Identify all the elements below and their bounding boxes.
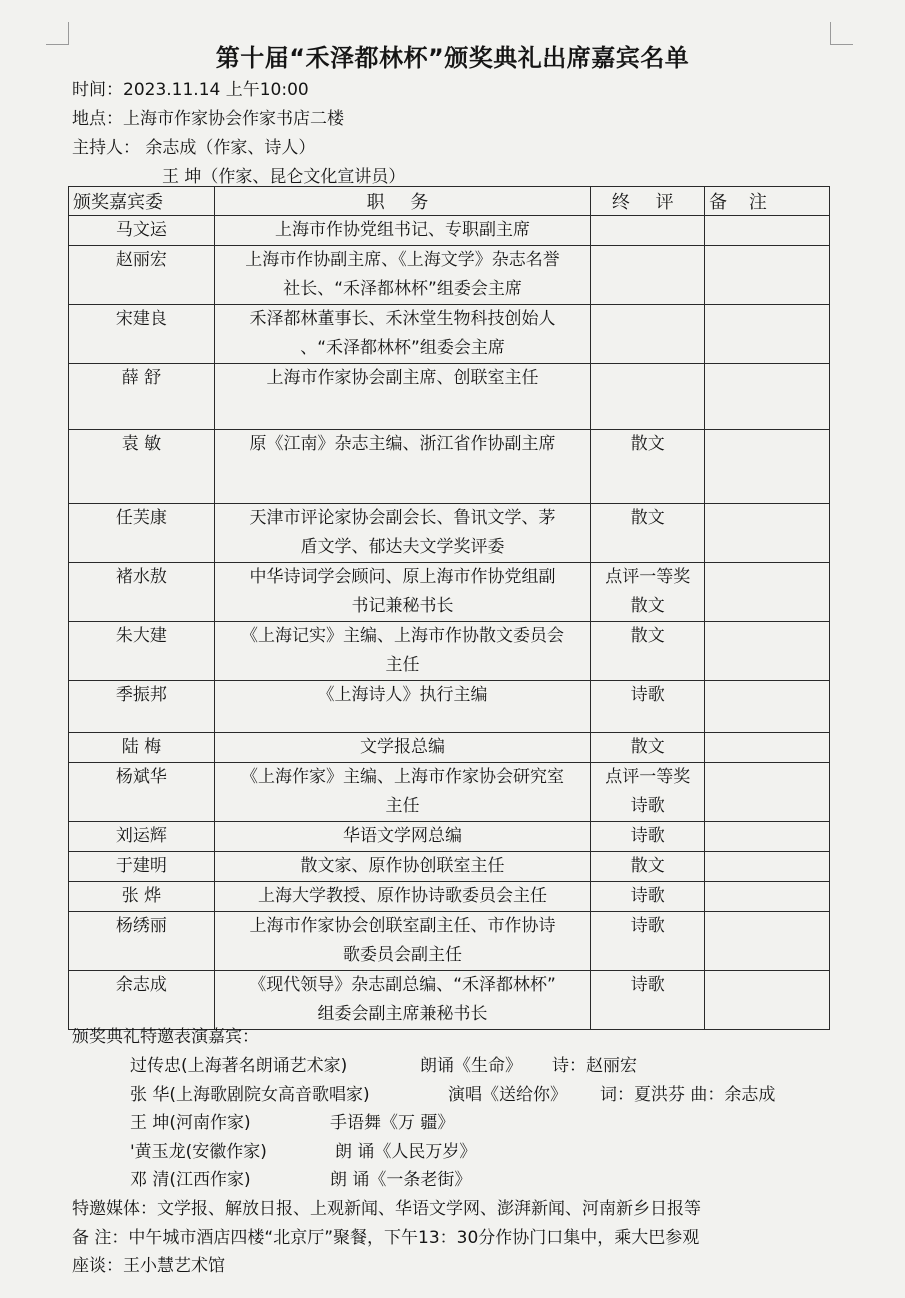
- table-header-row: [69, 187, 830, 216]
- performer-name: 王 坤(河南作家): [130, 1113, 251, 1133]
- document-title: 第十届“禾泽都林杯”颁奖典礼出席嘉宾名单: [215, 44, 690, 72]
- duty-line: 主任: [385, 655, 420, 675]
- guest-duty: [214, 822, 590, 852]
- guest-review: [591, 763, 705, 822]
- duty-line: 上海市作家协会创联室副主任、市作协诗: [249, 916, 556, 936]
- duty-line: 书记兼秘书长: [351, 596, 454, 616]
- guest-note: [705, 246, 830, 305]
- guest-name: 张 烨: [69, 882, 215, 912]
- review-line: 散文: [630, 596, 665, 616]
- table-row: [69, 912, 830, 971]
- event-place: 地点：上海市作家协会作家书店二楼: [72, 109, 344, 129]
- guest-note: [705, 216, 830, 246]
- review-line: 点评一等奖: [605, 567, 691, 587]
- guest-review: [591, 216, 705, 246]
- guest-duty: [214, 430, 590, 504]
- review-line: 诗歌: [630, 685, 665, 705]
- guest-review: [591, 912, 705, 971]
- guest-review: [591, 971, 705, 1030]
- guest-name: 杨斌华: [69, 763, 215, 822]
- guest-review: [591, 622, 705, 681]
- guest-duty: [214, 852, 590, 882]
- guest-duty: [214, 733, 590, 763]
- guest-note: [705, 733, 830, 763]
- table-row: [69, 681, 830, 733]
- guest-name: 宋建良: [69, 305, 215, 364]
- review-line: 散文: [630, 626, 665, 646]
- header-note: 备 注: [705, 187, 830, 216]
- guest-duty: [214, 912, 590, 971]
- guest-name: 杨绣丽: [69, 912, 215, 971]
- review-line: 点评一等奖: [605, 767, 691, 787]
- duty-line: 《现代领导》杂志副总编、“禾泽都林杯”: [249, 975, 556, 995]
- guest-duty: [214, 971, 590, 1030]
- talk-line: 座谈：王小慧艺术馆: [72, 1256, 225, 1276]
- duty-line: 散文家、原作协创联室主任: [300, 856, 505, 876]
- review-line: 散文: [630, 856, 665, 876]
- table-row: [69, 822, 830, 852]
- duty-line: 天津市评论家协会副会长、鲁讯文学、茅: [249, 508, 556, 528]
- review-line: 诗歌: [630, 916, 665, 936]
- guest-review: [591, 364, 705, 430]
- guest-review: [591, 504, 705, 563]
- guest-duty: [214, 622, 590, 681]
- review-line: 诗歌: [630, 826, 665, 846]
- guest-duty: [214, 504, 590, 563]
- duty-line: 上海市作协党组书记、专职副主席: [275, 220, 531, 240]
- guest-note: [705, 822, 830, 852]
- table-row: [69, 882, 830, 912]
- table-row: [69, 733, 830, 763]
- table-row: [69, 563, 830, 622]
- performer-act: 朗 诵《人民万岁》: [335, 1142, 477, 1162]
- duty-line: 《上海作家》主编、上海市作家协会研究室: [241, 767, 565, 787]
- guest-note: [705, 971, 830, 1030]
- guest-name: 朱大建: [69, 622, 215, 681]
- duty-line: 上海大学教授、原作协诗歌委员会主任: [258, 886, 548, 906]
- table-row: [69, 430, 830, 504]
- header-review: 终 评: [591, 187, 705, 216]
- performer-credit: 诗：赵丽宏: [552, 1056, 637, 1076]
- guest-review: [591, 733, 705, 763]
- review-line: 散文: [630, 737, 665, 757]
- table-row: [69, 971, 830, 1030]
- performer-name: '黄玉龙(安徽作家): [130, 1142, 267, 1162]
- performer-credit: 词：夏洪芬 曲：余志成: [600, 1085, 776, 1105]
- note-line: 备 注：中午城市酒店四楼“北京厅”聚餐，下午13：30分作协门口集中，乘大巴参观: [72, 1228, 700, 1248]
- review-line: 散文: [630, 508, 665, 528]
- duty-line: 文学报总编: [360, 737, 446, 757]
- media-line: 特邀媒体：文学报、解放日报、上观新闻、华语文学网、澎湃新闻、河南新乡日报等: [72, 1199, 701, 1219]
- guest-note: [705, 305, 830, 364]
- duty-line: 主任: [385, 796, 420, 816]
- guest-duty: [214, 763, 590, 822]
- guest-note: [705, 364, 830, 430]
- review-line: 诗歌: [630, 975, 665, 995]
- guest-name: 任芙康: [69, 504, 215, 563]
- guest-name: 陆 梅: [69, 733, 215, 763]
- host-line-2: 王 坤（作家、昆仑文化宣讲员）: [162, 167, 406, 187]
- guest-review: [591, 852, 705, 882]
- performer-act: 手语舞《万 疆》: [330, 1113, 455, 1133]
- guest-note: [705, 882, 830, 912]
- guest-name: 薛 舒: [69, 364, 215, 430]
- performer-name: 过传忠(上海著名朗诵艺术家): [130, 1056, 348, 1076]
- review-line: 散文: [630, 434, 665, 454]
- guest-note: [705, 430, 830, 504]
- table-row: [69, 216, 830, 246]
- guest-duty: [214, 882, 590, 912]
- guest-note: [705, 681, 830, 733]
- duty-line: 《上海记实》主编、上海市作协散文委员会: [241, 626, 565, 646]
- review-line: 诗歌: [630, 886, 665, 906]
- guest-note: [705, 763, 830, 822]
- guest-name: 于建明: [69, 852, 215, 882]
- guest-review: [591, 430, 705, 504]
- duty-line: 中华诗词学会顾问、原上海市作协党组副: [249, 567, 556, 587]
- guest-review: [591, 563, 705, 622]
- guest-review: [591, 822, 705, 852]
- guest-name: 赵丽宏: [69, 246, 215, 305]
- guest-name: 褚水敖: [69, 563, 215, 622]
- guest-duty: [214, 563, 590, 622]
- performers-heading: 颁奖典礼特邀表演嘉宾：: [72, 1027, 259, 1047]
- guest-duty: [214, 305, 590, 364]
- guest-note: [705, 504, 830, 563]
- event-time: 时间：2023.11.14 上午10:00: [72, 80, 309, 100]
- duty-line: 上海市作协副主席、《上海文学》杂志名誉: [245, 250, 560, 270]
- performer-name: 张 华(上海歌剧院女高音歌唱家): [130, 1085, 370, 1105]
- guest-name: 余志成: [69, 971, 215, 1030]
- performer-name: 邓 清(江西作家): [130, 1170, 251, 1190]
- host-line-1: 主持人： 余志成（作家、诗人）: [72, 138, 316, 158]
- performer-act: 朗诵《生命》: [420, 1056, 522, 1076]
- guest-name: 袁 敏: [69, 430, 215, 504]
- guest-review: [591, 681, 705, 733]
- duty-line: 社长、“禾泽都林杯”组委会主席: [283, 279, 522, 299]
- table-row: [69, 305, 830, 364]
- duty-line: 盾文学、郁达夫文学奖评委: [300, 537, 505, 557]
- guest-note: [705, 912, 830, 971]
- guest-review: [591, 246, 705, 305]
- table-row: [69, 763, 830, 822]
- duty-line: 上海市作家协会副主席、创联室主任: [266, 368, 539, 388]
- table-row: [69, 364, 830, 430]
- duty-line: 禾泽都林董事长、禾沐堂生物科技创始人: [249, 309, 556, 329]
- guest-duty: [214, 364, 590, 430]
- duty-line: 组委会副主席兼秘书长: [317, 1004, 488, 1024]
- guest-review: [591, 882, 705, 912]
- guest-name: 刘运辉: [69, 822, 215, 852]
- duty-line: 歌委员会副主任: [343, 945, 463, 965]
- review-line: 诗歌: [630, 796, 665, 816]
- guest-duty: [214, 246, 590, 305]
- duty-line: 《上海诗人》执行主编: [317, 685, 488, 705]
- duty-line: 原《江南》杂志主编、浙江省作协副主席: [249, 434, 556, 454]
- table-row: [69, 622, 830, 681]
- guest-note: [705, 852, 830, 882]
- guest-name: 季振邦: [69, 681, 215, 733]
- header-duty: 职 务: [214, 187, 590, 216]
- table-row: [69, 246, 830, 305]
- guest-name: 马文运: [69, 216, 215, 246]
- guest-review: [591, 305, 705, 364]
- performer-act: 演唱《送给你》: [448, 1085, 567, 1105]
- guest-duty: [214, 681, 590, 733]
- header-guest: 颁奖嘉宾委: [69, 187, 215, 216]
- performer-act: 朗 诵《一条老街》: [330, 1170, 472, 1190]
- guest-table: [68, 186, 830, 1030]
- table-row: [69, 852, 830, 882]
- duty-line: 、“禾泽都林杯”组委会主席: [300, 338, 505, 358]
- guest-note: [705, 563, 830, 622]
- table-row: [69, 504, 830, 563]
- guest-note: [705, 622, 830, 681]
- guest-duty: [214, 216, 590, 246]
- duty-line: 华语文学网总编: [343, 826, 463, 846]
